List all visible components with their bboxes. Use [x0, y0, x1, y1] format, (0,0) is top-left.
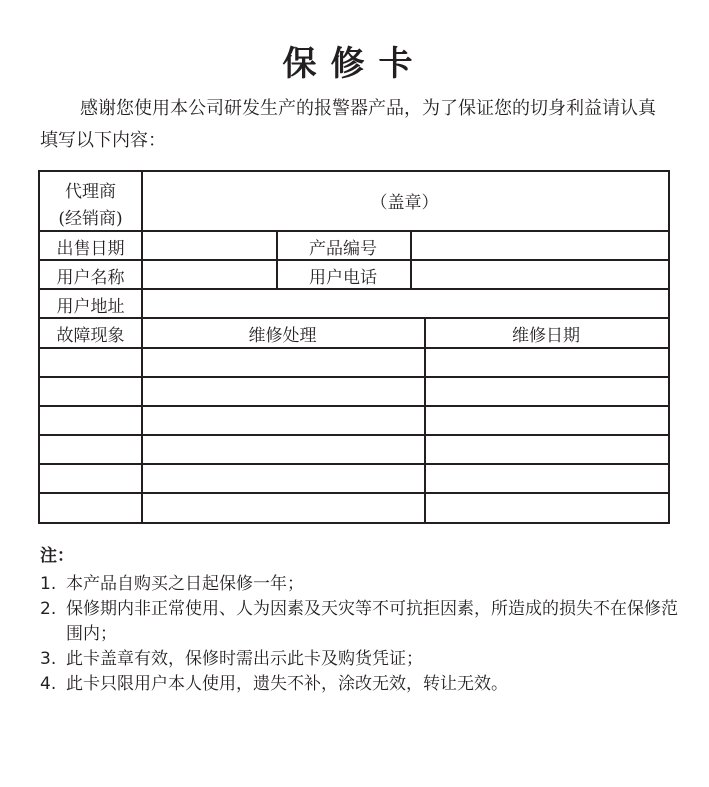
- repair-date-label: 维修日期: [512, 326, 580, 346]
- note-item: [40, 597, 680, 647]
- user-name-label: 用户名称: [56, 268, 125, 288]
- warranty-form: [38, 170, 670, 524]
- note-number: 2.: [40, 599, 57, 619]
- note-text: 此卡盖章有效，保修时需出示此卡及购货凭证；: [66, 649, 423, 669]
- form-rule: [40, 405, 668, 407]
- note-number: 1.: [40, 574, 57, 594]
- form-rule: [40, 463, 668, 465]
- form-rule: [40, 230, 668, 232]
- note-text: 保修期内非正常使用、人为因素及天灾等不可抗拒因素，所造成的损失不在保修范围内；: [66, 599, 678, 644]
- agent-label-sub: (经销商): [58, 209, 123, 229]
- form-rule: [40, 434, 668, 436]
- repair-label: 维修处理: [248, 326, 317, 346]
- page-title: 保修卡: [282, 44, 427, 84]
- user-address-label: 用户地址: [56, 297, 125, 317]
- note-text: 此卡只限用户本人使用，遗失不补，涂改无效，转让无效。: [66, 674, 508, 694]
- form-rule: [40, 376, 668, 378]
- note-text: 本产品自购买之日起保修一年；: [66, 574, 304, 594]
- note-item: [40, 672, 680, 697]
- form-rule: [40, 492, 668, 494]
- note-number: 4.: [40, 674, 57, 694]
- notes-section: [40, 541, 680, 697]
- form-rule: [424, 317, 426, 522]
- form-rule: [40, 288, 668, 290]
- sale-date-label: 出售日期: [56, 239, 125, 259]
- fault-label: 故障现象: [56, 326, 125, 346]
- user-phone-label: 用户电话: [309, 268, 377, 288]
- form-rule: [40, 317, 668, 319]
- note-number: 3.: [40, 649, 57, 669]
- intro-text: 感谢您使用本公司研发生产的报警器产品，为了保证您的切身利益请认真填写以下内容：: [40, 98, 656, 151]
- form-rule: [40, 259, 668, 261]
- stamp-label: （盖章）: [370, 193, 439, 213]
- form-rule: [410, 230, 412, 288]
- note-item: [40, 647, 680, 672]
- form-rule: [40, 347, 668, 349]
- product-no-label: 产品编号: [309, 239, 377, 259]
- form-rule: [141, 172, 143, 522]
- notes-title: 注：: [40, 546, 74, 566]
- agent-label: 代理商: [65, 182, 116, 202]
- note-item: [40, 572, 680, 597]
